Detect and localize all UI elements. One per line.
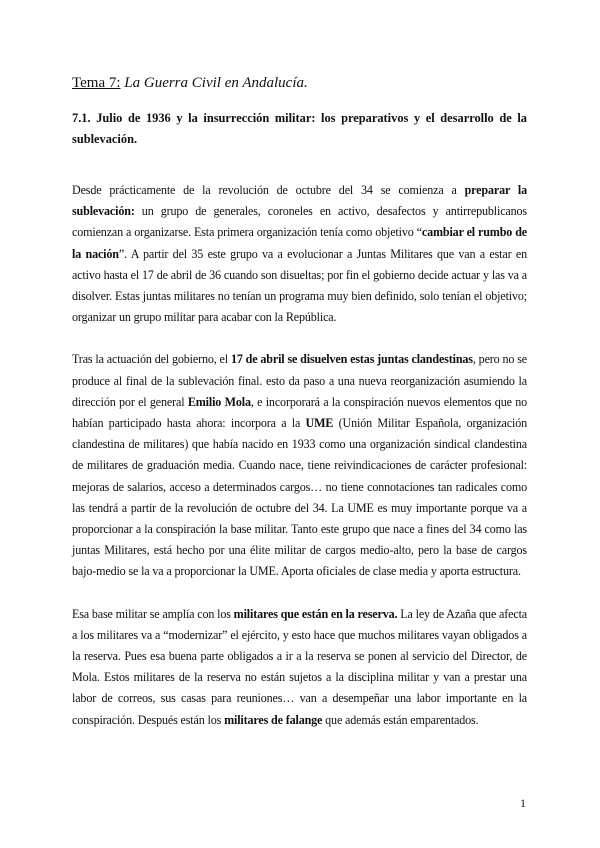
p3-text-1: Esa base militar se amplía con los [72, 606, 234, 621]
p2-bold-2: Emilio Mola [187, 394, 251, 409]
p3-text-2: La ley de Azaña que afecta a los militares va a “modernizar” el ejército, y esto hace que muchos militares vayan obligados a la reserva. Pues esa buena parte obligados a ir a la reserva se ponen al servicio del Director, de Mola. Estos militares de la reserva no están sujetos a la disciplina militar y van a prestar una labor de correos, sus casas para reuniones… van a desempeñar una labor importante en la conspiración. Después están los [72, 606, 527, 727]
title-label: Tema 7: [72, 75, 121, 91]
paragraph-3 [72, 604, 527, 731]
page-title [72, 74, 527, 93]
p3-text-3: que además están emparentados. [322, 712, 479, 727]
section-heading: 7.1. Julio de 1936 y la insurrección militar: los preparativos y el desarrollo de la sublevación. [72, 111, 527, 146]
p1-bold-2: cambiar el rumbo de la nación [72, 225, 527, 261]
p3-bold-2: militares de falange [224, 712, 323, 727]
p2-text-4: (Unión Militar Española, organización clandestina de militares) que había nacido en 1933 como una organización sindical clandestina de militares de graduación media. Cuando nace, tiene reivindicaciones de carácter profesional: mejoras de salarios, acceso a determinados cargos… no tiene connotaciones tan radicales como las tendrá a partir de la revolución de octubre del 34. La UME es muy importante porque va a proporcionar a la conspiración la base militar. Tanto este grupo que nace a fines del 34 como las juntas Militares, está hecho por una élite militar de cargos medio-alto, pero la base de cargos bajo-medio se la va a proporcionar la UME. Aporta oficiales de clase media y aporta estructura. [72, 416, 527, 579]
title-subtitle: La Guerra Civil en Andalucía. [124, 75, 308, 91]
p3-bold-1: militares que están en la reserva. [233, 606, 398, 621]
p1-bold-1: preparar la sublevación: [72, 183, 527, 219]
p1-text-1: Desde prácticamente de la revolución de octubre del 34 se comienza a [72, 183, 465, 197]
p1-text-3: ”. A partir del 35 este grupo va a evolucionar a Juntas Militares que van a estar en activo hasta el 17 de abril de 36 cuando son disueltas; por fin el gobierno decide actuar y las va a disolver. Estas juntas militares no tenían un programa muy bien definido, solo tenían el objetivo; organizar un grupo militar para acabar con la República. [72, 246, 527, 325]
p2-text-1: Tras la actuación del gobierno, el [72, 352, 231, 367]
p2-bold-3: UME [305, 416, 334, 431]
p2-bold-1: 17 de abril se disuelven estas juntas clandestinas [230, 352, 473, 367]
p2-text-3: , e incorporará a la conspiración nuevos elementos que no habían participado hasta ahora: incorpora a la [72, 394, 527, 431]
p1-text-2: un grupo de generales, coroneles en activo, desafectos y antirrepublicanos comienzan a organizarse. Esta primera organización tenía como objetivo “ [72, 204, 527, 240]
p2-text-2: , pero no se produce al final de la sublevación final. esto da paso a una nueva reorganización asumiendo la dirección por el general [72, 352, 528, 409]
paragraph-1 [72, 180, 527, 328]
page-number: 1 [520, 796, 526, 810]
paragraph-2 [72, 349, 527, 582]
document-page [72, 74, 527, 752]
